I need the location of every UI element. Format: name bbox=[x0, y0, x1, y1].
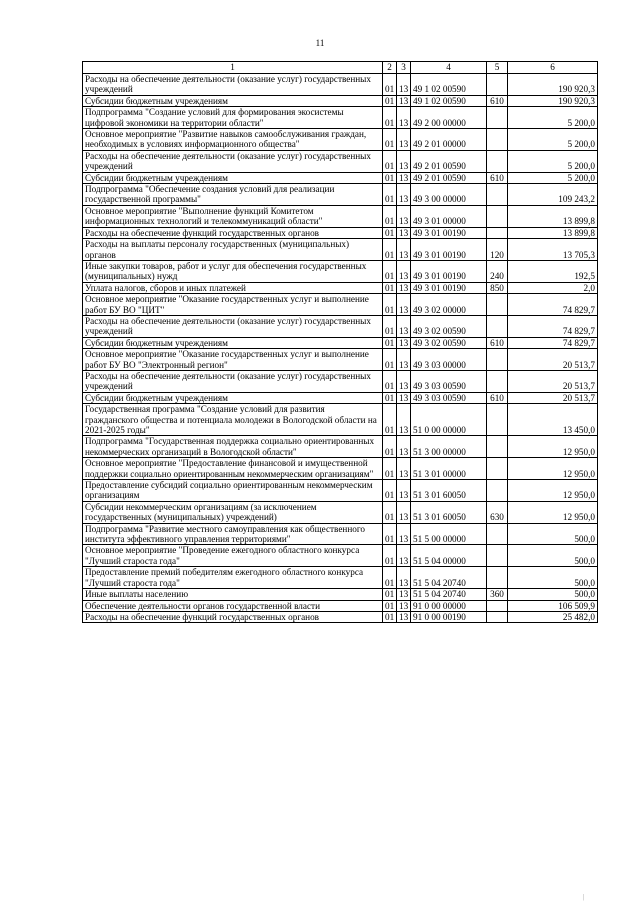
row-expense-type bbox=[487, 567, 508, 589]
row-target-article: 91 0 00 00190 bbox=[411, 611, 487, 622]
row-section: 01 bbox=[383, 205, 397, 227]
table-body bbox=[83, 74, 598, 623]
row-subsection: 13 bbox=[397, 404, 411, 436]
row-target-article: 51 3 00 00000 bbox=[411, 436, 487, 458]
row-target-article: 51 3 01 60050 bbox=[411, 480, 487, 502]
table-row bbox=[83, 436, 598, 458]
row-name: Субсидии бюджетным учреждениям bbox=[83, 172, 383, 183]
row-subsection: 13 bbox=[397, 523, 411, 545]
row-amount: 5 200,0 bbox=[508, 129, 598, 151]
row-target-article: 49 3 01 00000 bbox=[411, 205, 487, 227]
row-target-article: 51 5 04 20740 bbox=[411, 589, 487, 600]
table-row bbox=[83, 404, 598, 436]
row-expense-type bbox=[487, 611, 508, 622]
row-amount: 74 829,7 bbox=[508, 315, 598, 337]
table-row bbox=[83, 150, 598, 172]
row-target-article: 49 2 00 00000 bbox=[411, 107, 487, 129]
table-row bbox=[83, 458, 598, 480]
table-row bbox=[83, 567, 598, 589]
row-target-article: 49 3 02 00590 bbox=[411, 315, 487, 337]
row-subsection: 13 bbox=[397, 458, 411, 480]
table-row bbox=[83, 337, 598, 348]
row-expense-type bbox=[487, 294, 508, 316]
column-header-3: 3 bbox=[397, 62, 411, 74]
row-section: 01 bbox=[383, 95, 397, 106]
row-subsection: 13 bbox=[397, 205, 411, 227]
row-amount: 13 899,8 bbox=[508, 227, 598, 238]
row-amount: 25 482,0 bbox=[508, 611, 598, 622]
row-name: Расходы на обеспечение функций государственных органов bbox=[83, 227, 383, 238]
row-name: Субсидии бюджетным учреждениям bbox=[83, 95, 383, 106]
row-target-article: 49 3 00 00000 bbox=[411, 184, 487, 206]
row-name: Расходы на выплаты персоналу государственных (муниципальных) органов bbox=[83, 239, 383, 261]
row-subsection: 13 bbox=[397, 501, 411, 523]
row-subsection: 13 bbox=[397, 567, 411, 589]
table-row bbox=[83, 74, 598, 96]
row-section: 01 bbox=[383, 370, 397, 392]
page-number: 11 bbox=[315, 38, 325, 48]
row-expense-type: 610 bbox=[487, 337, 508, 348]
row-name: Основное мероприятие "Предоставление финансовой и имущественной поддержки социально ориентированным некоммерческим организациям" bbox=[83, 458, 383, 480]
row-section: 01 bbox=[383, 107, 397, 129]
row-target-article: 51 5 00 00000 bbox=[411, 523, 487, 545]
row-subsection: 13 bbox=[397, 239, 411, 261]
row-expense-type: 120 bbox=[487, 239, 508, 261]
row-expense-type bbox=[487, 458, 508, 480]
row-subsection: 13 bbox=[397, 172, 411, 183]
row-subsection: 13 bbox=[397, 294, 411, 316]
row-amount: 13 899,8 bbox=[508, 205, 598, 227]
row-name: Расходы на обеспечение деятельности (оказание услуг) государственных учреждений bbox=[83, 150, 383, 172]
row-expense-type: 240 bbox=[487, 260, 508, 282]
row-section: 01 bbox=[383, 392, 397, 403]
row-amount: 20 513,7 bbox=[508, 349, 598, 371]
row-amount: 74 829,7 bbox=[508, 337, 598, 348]
row-amount: 12 950,0 bbox=[508, 501, 598, 523]
row-target-article: 49 3 01 00190 bbox=[411, 227, 487, 238]
row-section: 01 bbox=[383, 294, 397, 316]
row-name: Основное мероприятие "Оказание государственных услуг и выполнение работ БУ ВО "Электронный регион" bbox=[83, 349, 383, 371]
row-target-article: 49 3 03 00590 bbox=[411, 370, 487, 392]
column-header-5: 5 bbox=[487, 62, 508, 74]
row-name: Государственная программа "Создание условий для развития гражданского общества и потенциала молодежи в Вологодской области на 2021-2025 годы" bbox=[83, 404, 383, 436]
row-amount: 20 513,7 bbox=[508, 392, 598, 403]
table-row bbox=[83, 315, 598, 337]
row-section: 01 bbox=[383, 184, 397, 206]
row-section: 01 bbox=[383, 260, 397, 282]
row-name: Иные выплаты населению bbox=[83, 589, 383, 600]
column-header-1: 1 bbox=[83, 62, 383, 74]
row-name: Подпрограмма "Развитие местного самоуправления как общественного института эффективного управления территориями" bbox=[83, 523, 383, 545]
row-subsection: 13 bbox=[397, 184, 411, 206]
row-amount: 13 450,0 bbox=[508, 404, 598, 436]
table-row bbox=[83, 523, 598, 545]
row-target-article: 51 3 01 00000 bbox=[411, 458, 487, 480]
row-section: 01 bbox=[383, 172, 397, 183]
row-section: 01 bbox=[383, 282, 397, 293]
table-row bbox=[83, 260, 598, 282]
row-section: 01 bbox=[383, 129, 397, 151]
table-row bbox=[83, 600, 598, 611]
row-name: Субсидии некоммерческим организациям (за исключением государственных (муниципальных) учреждений) bbox=[83, 501, 383, 523]
row-expense-type bbox=[487, 404, 508, 436]
row-subsection: 13 bbox=[397, 337, 411, 348]
column-header-4: 4 bbox=[411, 62, 487, 74]
row-name: Расходы на обеспечение функций государственных органов bbox=[83, 611, 383, 622]
table-row bbox=[83, 370, 598, 392]
row-subsection: 13 bbox=[397, 480, 411, 502]
row-section: 01 bbox=[383, 74, 397, 96]
row-amount: 190 920,3 bbox=[508, 95, 598, 106]
row-target-article: 51 0 00 00000 bbox=[411, 404, 487, 436]
row-expense-type bbox=[487, 480, 508, 502]
row-expense-type bbox=[487, 205, 508, 227]
row-section: 01 bbox=[383, 349, 397, 371]
row-section: 01 bbox=[383, 239, 397, 261]
row-name: Основное мероприятие "Выполнение функций Комитетом информационных технологий и телекоммуникаций области" bbox=[83, 205, 383, 227]
row-amount: 13 705,3 bbox=[508, 239, 598, 261]
row-section: 01 bbox=[383, 436, 397, 458]
row-subsection: 13 bbox=[397, 315, 411, 337]
row-expense-type bbox=[487, 107, 508, 129]
row-subsection: 13 bbox=[397, 260, 411, 282]
row-section: 01 bbox=[383, 589, 397, 600]
row-section: 01 bbox=[383, 150, 397, 172]
table-row bbox=[83, 501, 598, 523]
row-name: Подпрограмма "Государственная поддержка социально ориентированных некоммерческих организаций в Вологодской области" bbox=[83, 436, 383, 458]
row-expense-type bbox=[487, 370, 508, 392]
row-expense-type bbox=[487, 545, 508, 567]
row-amount: 5 200,0 bbox=[508, 172, 598, 183]
row-target-article: 51 5 04 20740 bbox=[411, 567, 487, 589]
row-target-article: 49 3 01 00190 bbox=[411, 282, 487, 293]
row-section: 01 bbox=[383, 611, 397, 622]
row-section: 01 bbox=[383, 404, 397, 436]
row-expense-type bbox=[487, 150, 508, 172]
row-target-article: 49 3 02 00590 bbox=[411, 337, 487, 348]
row-target-article: 49 3 01 00190 bbox=[411, 260, 487, 282]
row-target-article: 49 2 01 00000 bbox=[411, 129, 487, 151]
row-expense-type: 360 bbox=[487, 589, 508, 600]
row-subsection: 13 bbox=[397, 74, 411, 96]
table-row bbox=[83, 172, 598, 183]
row-subsection: 13 bbox=[397, 282, 411, 293]
row-amount: 20 513,7 bbox=[508, 370, 598, 392]
row-target-article: 49 3 02 00000 bbox=[411, 294, 487, 316]
table-row bbox=[83, 184, 598, 206]
row-section: 01 bbox=[383, 567, 397, 589]
row-amount: 500,0 bbox=[508, 589, 598, 600]
row-subsection: 13 bbox=[397, 349, 411, 371]
table-row bbox=[83, 589, 598, 600]
row-target-article: 49 3 01 00190 bbox=[411, 239, 487, 261]
row-expense-type bbox=[487, 227, 508, 238]
row-expense-type: 610 bbox=[487, 95, 508, 106]
row-amount: 5 200,0 bbox=[508, 107, 598, 129]
row-section: 01 bbox=[383, 458, 397, 480]
budget-table bbox=[82, 61, 598, 623]
row-name: Основное мероприятие "Проведение ежегодного областного конкурса "Лучший староста года" bbox=[83, 545, 383, 567]
row-section: 01 bbox=[383, 480, 397, 502]
row-subsection: 13 bbox=[397, 150, 411, 172]
row-amount: 500,0 bbox=[508, 545, 598, 567]
row-name: Расходы на обеспечение деятельности (оказание услуг) государственных учреждений bbox=[83, 315, 383, 337]
table-row bbox=[83, 239, 598, 261]
row-target-article: 49 1 02 00590 bbox=[411, 95, 487, 106]
row-subsection: 13 bbox=[397, 545, 411, 567]
row-subsection: 13 bbox=[397, 107, 411, 129]
row-name: Уплата налогов, сборов и иных платежей bbox=[83, 282, 383, 293]
margin-mark-icon: | bbox=[583, 893, 585, 901]
table-row bbox=[83, 107, 598, 129]
row-section: 01 bbox=[383, 315, 397, 337]
row-target-article: 49 1 02 00590 bbox=[411, 74, 487, 96]
row-name: Предоставление субсидий социально ориентированным некоммерческим организациям bbox=[83, 480, 383, 502]
row-subsection: 13 bbox=[397, 611, 411, 622]
row-subsection: 13 bbox=[397, 227, 411, 238]
row-name: Расходы на обеспечение деятельности (оказание услуг) государственных учреждений bbox=[83, 74, 383, 96]
table-row bbox=[83, 611, 598, 622]
row-subsection: 13 bbox=[397, 392, 411, 403]
row-amount: 12 950,0 bbox=[508, 458, 598, 480]
table-row bbox=[83, 392, 598, 403]
row-section: 01 bbox=[383, 227, 397, 238]
row-expense-type: 610 bbox=[487, 172, 508, 183]
row-amount: 500,0 bbox=[508, 567, 598, 589]
column-header-2: 2 bbox=[383, 62, 397, 74]
row-subsection: 13 bbox=[397, 589, 411, 600]
row-name: Обеспечение деятельности органов государственной власти bbox=[83, 600, 383, 611]
row-expense-type: 850 bbox=[487, 282, 508, 293]
row-target-article: 49 3 03 00000 bbox=[411, 349, 487, 371]
row-target-article: 91 0 00 00000 bbox=[411, 600, 487, 611]
row-name: Подпрограмма "Обеспечение создания условий для реализации государственной программы" bbox=[83, 184, 383, 206]
row-subsection: 13 bbox=[397, 436, 411, 458]
row-section: 01 bbox=[383, 501, 397, 523]
table-header-row bbox=[83, 62, 598, 74]
table-row bbox=[83, 282, 598, 293]
row-expense-type bbox=[487, 523, 508, 545]
row-name: Иные закупки товаров, работ и услуг для обеспечения государственных (муниципальных) нужд bbox=[83, 260, 383, 282]
row-section: 01 bbox=[383, 523, 397, 545]
table-row bbox=[83, 480, 598, 502]
row-name: Предоставление премий победителям ежегодного областного конкурса "Лучший староста года" bbox=[83, 567, 383, 589]
row-subsection: 13 bbox=[397, 600, 411, 611]
row-expense-type bbox=[487, 184, 508, 206]
row-amount: 74 829,7 bbox=[508, 294, 598, 316]
row-section: 01 bbox=[383, 337, 397, 348]
row-subsection: 13 bbox=[397, 129, 411, 151]
row-amount: 109 243,2 bbox=[508, 184, 598, 206]
row-target-article: 49 2 01 00590 bbox=[411, 172, 487, 183]
row-expense-type bbox=[487, 600, 508, 611]
row-expense-type bbox=[487, 129, 508, 151]
table-row bbox=[83, 95, 598, 106]
row-name: Подпрограмма "Создание условий для формирования экосистемы цифровой экономики на территории области" bbox=[83, 107, 383, 129]
column-header-6: 6 bbox=[508, 62, 598, 74]
table-row bbox=[83, 227, 598, 238]
row-name: Субсидии бюджетным учреждениям bbox=[83, 392, 383, 403]
row-expense-type bbox=[487, 74, 508, 96]
row-name: Основное мероприятие "Оказание государственных услуг и выполнение работ БУ ВО "ЦИТ" bbox=[83, 294, 383, 316]
row-section: 01 bbox=[383, 600, 397, 611]
table-row bbox=[83, 349, 598, 371]
table-row bbox=[83, 294, 598, 316]
row-name: Расходы на обеспечение деятельности (оказание услуг) государственных учреждений bbox=[83, 370, 383, 392]
row-target-article: 49 3 03 00590 bbox=[411, 392, 487, 403]
row-name: Основное мероприятие "Развитие навыков самообслуживания граждан, необходимых в условиях информационного общества" bbox=[83, 129, 383, 151]
row-amount: 190 920,3 bbox=[508, 74, 598, 96]
row-expense-type: 630 bbox=[487, 501, 508, 523]
row-amount: 500,0 bbox=[508, 523, 598, 545]
row-amount: 106 509,9 bbox=[508, 600, 598, 611]
row-amount: 2,0 bbox=[508, 282, 598, 293]
table-row bbox=[83, 205, 598, 227]
row-section: 01 bbox=[383, 545, 397, 567]
row-target-article: 51 5 04 00000 bbox=[411, 545, 487, 567]
row-expense-type: 610 bbox=[487, 392, 508, 403]
row-amount: 12 950,0 bbox=[508, 480, 598, 502]
row-amount: 12 950,0 bbox=[508, 436, 598, 458]
row-expense-type bbox=[487, 436, 508, 458]
table-row bbox=[83, 129, 598, 151]
row-name: Субсидии бюджетным учреждениям bbox=[83, 337, 383, 348]
row-amount: 5 200,0 bbox=[508, 150, 598, 172]
row-target-article: 49 2 01 00590 bbox=[411, 150, 487, 172]
table-row bbox=[83, 545, 598, 567]
row-target-article: 51 3 01 60050 bbox=[411, 501, 487, 523]
row-amount: 192,5 bbox=[508, 260, 598, 282]
row-subsection: 13 bbox=[397, 370, 411, 392]
row-subsection: 13 bbox=[397, 95, 411, 106]
row-expense-type bbox=[487, 349, 508, 371]
row-expense-type bbox=[487, 315, 508, 337]
